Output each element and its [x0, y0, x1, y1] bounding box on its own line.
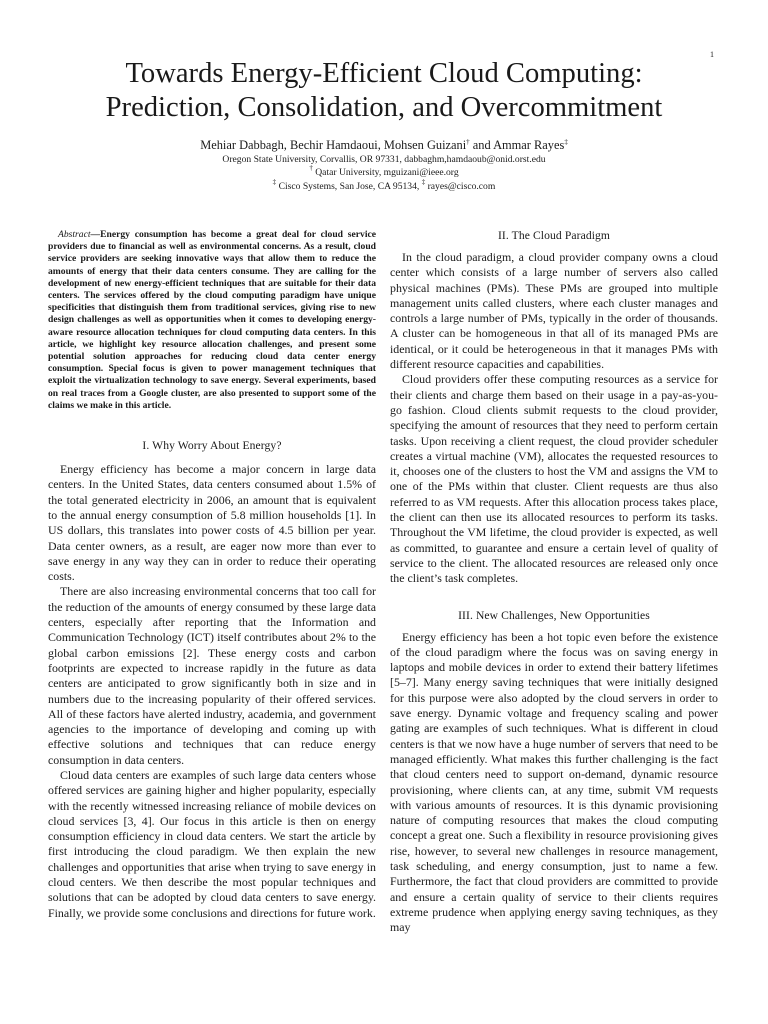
paragraph: In the cloud paradigm, a cloud provider company owns a cloud center which consists of a large number of servers also called physical machines (PMs). These PMs are grouped into multiple management units called clusters, where each cluster manages and controls a large number of PMs, typically in the order of thousands. A cluster can be homogeneous in that all of its managed PMs are identical, or it could be heterogeneous in that it manages PMs with different resource capacities and capabilities. — [390, 250, 718, 372]
paragraph: Energy efficiency has been a hot topic even before the existence of the cloud paradigm where the focus was on saving energy in laptops and mobile devices in order to extend their battery lifetimes [5–7]. Many energy saving techniques that were initially designed for this purpose were also adopted by the cloud servers in order to save energy. Dynamic voltage and frequency scaling and power gating are examples of such techniques. What is different in cloud centers is that we now have a huge number of servers that need to be managed efficiently. What makes this further challenging is the fact that cloud centers need to support on-demand, dynamic resource provisioning, where clients can, at any time, submit VM requests with various amounts of resources. It is this dynamic provisioning nature of computing resources that makes the cloud computing concept a great one. Such a flexibility in resource provisioning gives rise, however, to several new challenges in resource management, task scheduling, and energy consumption, just to name a few. Furthermore, the fact that cloud providers are committed to provide and ensure a certain quality of service to their clients requires extreme prudence when applying energy saving techniques, as they may — [390, 629, 718, 935]
affiliation-text: Qatar University, mguizani@ieee.org — [312, 167, 459, 178]
affiliation-mark: ‡ — [272, 178, 277, 186]
author-names-last: and Ammar Rayes — [469, 138, 565, 152]
title-line-2: Prediction, Consolidation, and Overcommitment — [105, 92, 663, 123]
left-column — [48, 229, 376, 921]
affiliation-line — [0, 164, 768, 179]
right-column — [390, 229, 718, 935]
paper-title — [0, 57, 768, 125]
affiliation-line — [0, 178, 768, 193]
affiliation-email: rayes@cisco.com — [425, 181, 496, 192]
section-heading: I. Why Worry About Energy? — [142, 439, 282, 453]
section-heading: III. New Challenges, New Opportunities — [458, 608, 650, 622]
section-heading: II. The Cloud Paradigm — [497, 229, 611, 242]
abstract — [48, 229, 376, 412]
abstract-label: Abstract — [58, 229, 91, 240]
author-names: Mehiar Dabbagh, Bechir Hamdaoui, Mohsen Guizani — [200, 138, 467, 152]
affiliation-mark: ‡ — [564, 138, 568, 146]
paragraph: Energy efficiency has become a major concern in large data centers. In the United States, data centers consumed about 1.5% of the total generated electricity in 2006, an amount that is equivalent to the annual energy consumption of 5.8 million households [1]. In US dollars, this translates into power costs of 4.5 billion per year. Data center owners, as a result, are eager now more than ever to save energy in any way they can in order to reduce their operating costs. — [48, 462, 376, 584]
affiliation-line: Oregon State University, Corvallis, OR 97331, dabbaghm,hamdaoub@onid.orst.edu — [222, 154, 546, 165]
affiliation-mark: † — [466, 138, 470, 146]
affiliation-mark: † — [309, 164, 313, 172]
paragraph: Cloud providers offer these computing resources as a service for their clients and charge them based on their usage in a pay-as-you-go fashion. Cloud clients submit requests to the cloud provider, specifying the amount of resources that they need to perform certain tasks. Upon receiving a client request, the cloud provider scheduler creates a virtual machine (VM), allocates the requested resources to it, chooses one of the clusters to host the VM and assigns the VM to one of the PMs within that cluster. Client requests are thus also referred to as VM requests. After this allocation process takes place, the client can then use its allocated resources to perform its tasks. Throughout the VM lifetime, the cloud provider is expected, as well as committed, to guarantee and ensure a certain level of quality of service to the client. The allocated resources are released only once the client’s task completes. — [390, 372, 718, 586]
abstract-text: —Energy consumption has become a great deal for cloud service providers due to financial as well as environmental concerns. As a result, cloud service providers are seeking innovative ways that allow them to reduce the amounts of energy that their data centers consume. They are calling for the development of new energy-efficient techniques that are suitable for their data centers. The services offered by the cloud computing paradigm have unique specificities that distinguish them from traditional services, giving rise to new design challenges as well as opportunities when it comes to developing energy-aware resource allocation techniques for cloud computing data centers. In this article, we highlight key resource allocation challenges, and present some potential solution approaches for reducing cloud data center energy consumption. Special focus is given to power management techniques that exploit the virtualization technology to save energy. Several experiments, based on real traces from a Google cluster, are also presented to support some of the claims we make in this article. — [48, 229, 376, 411]
paragraph: There are also increasing environmental concerns that too call for the reduction of the amounts of energy consumed by these large data centers, especially after reporting that the Information and Communication Technology (ICT) itself contributes about 2% to the global carbon emissions [2]. These energy costs and carbon footprints are expected to increase rapidly in the future as data centers are anticipated to grow significantly both in size and in numbers due to the increasing popularity of their offered services. All of these factors have alerted industry, academia, and government agencies to the importance of developing and coming up with effective solutions and techniques that can reduce energy consumption in data centers. — [48, 584, 376, 767]
affiliation-text: Cisco Systems, San Jose, CA 95134, — [276, 181, 422, 192]
paragraph: Cloud data centers are examples of such large data centers whose offered services are gaining higher and higher popularity, especially with the recently witnessed increasing reliance of mobile devices on cloud services [3, 4]. Our focus in this article is then on energy consumption efficiency in cloud data centers. We start the article by first introducing the cloud paradigm. We then explain the new challenges and opportunities that arise when trying to save energy in cloud centers. We then describe the most popular techniques and solutions that can be adopted by cloud data centers to save energy. Finally, we provide some conclusions and directions for future work. — [48, 767, 376, 920]
affiliation-mark: ‡ — [421, 178, 426, 186]
author-list — [0, 138, 768, 153]
title-line-1: Towards Energy-Efficient Cloud Computing: — [125, 58, 643, 89]
page-number: 1 — [710, 50, 714, 59]
